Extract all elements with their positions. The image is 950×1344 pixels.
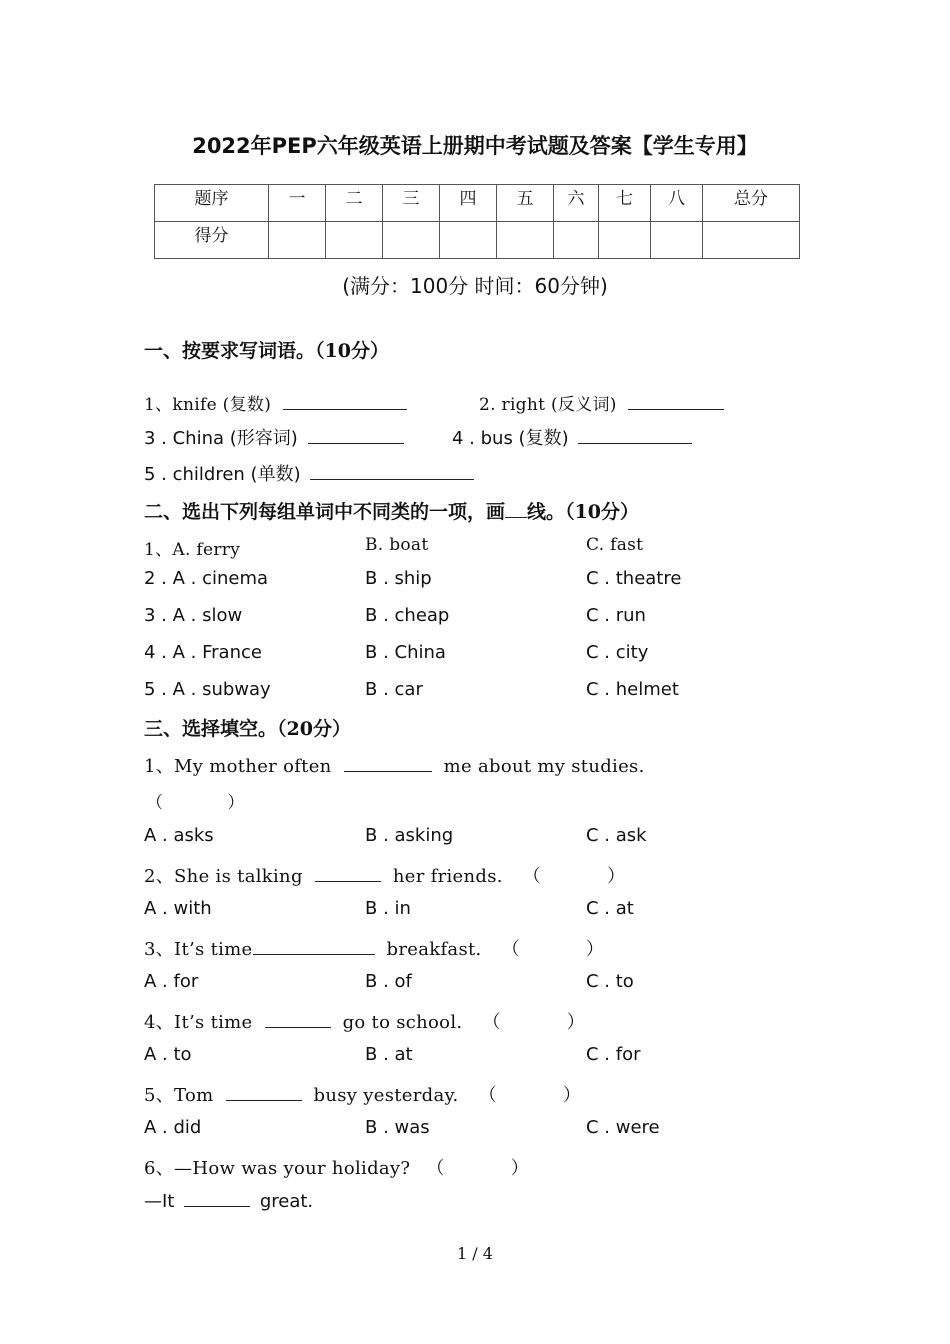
s3-q3-paren-close: ） (585, 939, 605, 960)
s1-q1-text: 1、knife (复数) (144, 395, 272, 415)
s2-row1-c[interactable]: C. fast (586, 535, 644, 555)
s3-q6-blank[interactable] (184, 1192, 250, 1207)
s3-q3 (144, 935, 604, 961)
s3-q1-opt-b[interactable]: B . asking (365, 825, 454, 846)
score-table (154, 184, 800, 259)
s3-q6-reply-post: great. (259, 1191, 314, 1212)
s1-q5 (144, 460, 474, 486)
s3-q1-blank[interactable] (344, 757, 432, 772)
s3-q5-text-b: busy yesterday. (313, 1085, 459, 1106)
s3-q2-opt-c[interactable]: C . at (586, 898, 634, 919)
s1-q3-text: 3 . China (形容词) (144, 428, 298, 449)
s3-q6-text-a: 6、—How was your holiday? (144, 1158, 411, 1179)
s3-q6 (144, 1154, 529, 1180)
score-table-cell: 四 (440, 185, 497, 222)
section2-heading-underline (505, 499, 527, 518)
s3-q3-opt-b[interactable]: B . of (365, 971, 412, 992)
s3-q3-blank[interactable] (253, 940, 375, 955)
page-title: 2022年PEP六年级英语上册期中考试题及答案【学生专用】 (192, 134, 758, 158)
s1-q2-text: 2. right (反义词) (479, 395, 617, 415)
section3-heading: 三、选择填空。（20分） (144, 718, 351, 740)
s1-q2-blank[interactable] (628, 395, 724, 410)
s2-row4-b[interactable]: B . China (365, 642, 446, 663)
s3-q5 (144, 1081, 581, 1107)
s3-q5-paren-close: ） (562, 1085, 582, 1106)
s3-q4-blank[interactable] (265, 1013, 331, 1028)
s1-q4 (452, 424, 692, 450)
s3-q1-text-a: 1、My mother often (144, 756, 332, 777)
section2-heading-post: 线。（10分） (527, 501, 639, 523)
s3-q1-answer (146, 788, 245, 813)
s3-q5-blank[interactable] (226, 1086, 302, 1101)
score-input-cell[interactable] (383, 222, 440, 259)
s2-row3-b[interactable]: B . cheap (365, 605, 450, 626)
s3-q2-text-a: 2、She is talking (144, 866, 303, 887)
s3-q5-paren-open: （ (478, 1085, 497, 1106)
s2-row4-c[interactable]: C . city (586, 642, 649, 663)
s3-q1-opt-c[interactable]: C . ask (586, 825, 647, 846)
s2-row2-b[interactable]: B . ship (365, 568, 432, 589)
s2-row3-c[interactable]: C . run (586, 605, 646, 626)
score-table-header-row (155, 185, 800, 222)
s3-q4-opt-a[interactable]: A . to (144, 1044, 192, 1065)
score-table-cell: 三 (383, 185, 440, 222)
s3-q2-blank[interactable] (315, 867, 381, 882)
s1-q1 (144, 390, 407, 415)
score-input-cell[interactable] (440, 222, 497, 259)
s3-q2 (144, 862, 625, 888)
page-number: 1 / 4 (457, 1244, 493, 1263)
score-input-cell[interactable] (269, 222, 326, 259)
s3-q6-reply-pre: —It (144, 1191, 175, 1212)
score-table-cell: 六 (554, 185, 599, 222)
s1-q3 (144, 424, 404, 450)
section2-heading (144, 497, 639, 524)
s3-q1-text-b: me about my studies. (443, 756, 645, 777)
section1-heading: 一、按要求写词语。（10分） (144, 340, 389, 362)
score-input-cell[interactable] (554, 222, 599, 259)
s1-q5-blank[interactable] (310, 465, 474, 480)
s2-row2-c[interactable]: C . theatre (586, 568, 682, 589)
full-score-time: (满分：100分 时间：60分钟) (342, 274, 608, 298)
s3-q4-text-a: 4、It’s time (144, 1012, 253, 1033)
s1-q1-blank[interactable] (283, 395, 407, 410)
score-table-cell: 总分 (703, 185, 800, 222)
score-input-cell[interactable] (497, 222, 554, 259)
score-table-cell: 五 (497, 185, 554, 222)
s3-q5-opt-a[interactable]: A . did (144, 1117, 202, 1138)
s2-row5-c[interactable]: C . helmet (586, 679, 679, 700)
s1-q3-blank[interactable] (308, 429, 404, 444)
s3-q6-paren-open: （ (426, 1158, 445, 1179)
score-table-cell: 八 (651, 185, 703, 222)
score-input-cell[interactable] (703, 222, 800, 259)
s2-row5-a[interactable]: 5 . A . subway (144, 679, 271, 700)
s2-row1-b[interactable]: B. boat (365, 535, 429, 555)
s3-q2-paren-close: ） (607, 866, 626, 887)
s1-q4-blank[interactable] (578, 429, 692, 444)
s3-q4 (144, 1008, 585, 1034)
s3-q4-opt-c[interactable]: C . for (586, 1044, 641, 1065)
s3-q1 (144, 752, 645, 778)
score-table-cell: 七 (599, 185, 651, 222)
s3-q6-reply (144, 1191, 313, 1212)
s3-q2-opt-a[interactable]: A . with (144, 898, 212, 919)
s3-q4-opt-b[interactable]: B . at (365, 1044, 413, 1065)
score-table-score-row (155, 222, 800, 259)
s3-q5-opt-b[interactable]: B . was (365, 1117, 430, 1138)
score-table-cell: 一 (269, 185, 326, 222)
s3-q5-text-a: 5、Tom (144, 1085, 214, 1106)
s3-q1-paren-close: ） (227, 793, 245, 813)
s3-q3-paren-open: （ (501, 939, 520, 960)
s3-q4-paren-close: ） (566, 1012, 586, 1033)
s3-q3-text-b: breakfast. (386, 939, 482, 960)
s3-q5-opt-c[interactable]: C . were (586, 1117, 660, 1138)
score-input-cell[interactable] (599, 222, 651, 259)
s1-q2 (479, 390, 724, 415)
s3-q3-opt-c[interactable]: C . to (586, 971, 634, 992)
score-table-cell: 题序 (155, 185, 269, 222)
s3-q4-paren-open: （ (482, 1012, 501, 1033)
section2-heading-pre: 二、选出下列每组单词中不同类的一项，画 (144, 501, 506, 523)
s2-row3-a[interactable]: 3 . A . slow (144, 605, 243, 626)
s3-q6-paren-close: ） (510, 1158, 530, 1179)
s3-q4-text-b: go to school. (342, 1012, 463, 1033)
s3-q2-text-b: her friends. (392, 866, 503, 887)
s2-row5-b[interactable]: B . car (365, 679, 423, 700)
score-input-cell[interactable] (651, 222, 703, 259)
s1-q4-text: 4 . bus (复数) (452, 428, 569, 449)
s2-row1-a[interactable]: 1、A. ferry (144, 540, 241, 560)
s3-q3-text-a: 3、It’s time (144, 939, 253, 960)
s3-q1-opt-a[interactable]: A . asks (144, 825, 214, 846)
s2-row4-a[interactable]: 4 . A . France (144, 642, 262, 663)
s3-q2-paren-open: （ (522, 866, 542, 887)
s3-q2-opt-b[interactable]: B . in (365, 898, 411, 919)
s3-q3-opt-a[interactable]: A . for (144, 971, 199, 992)
score-table-cell: 二 (326, 185, 383, 222)
s2-row2-a[interactable]: 2 . A . cinema (144, 568, 269, 589)
score-input-cell[interactable] (326, 222, 383, 259)
score-row-label: 得分 (155, 222, 269, 259)
s3-q1-paren-open: （ (146, 793, 164, 813)
s1-q5-text: 5 . children (单数) (144, 464, 301, 485)
